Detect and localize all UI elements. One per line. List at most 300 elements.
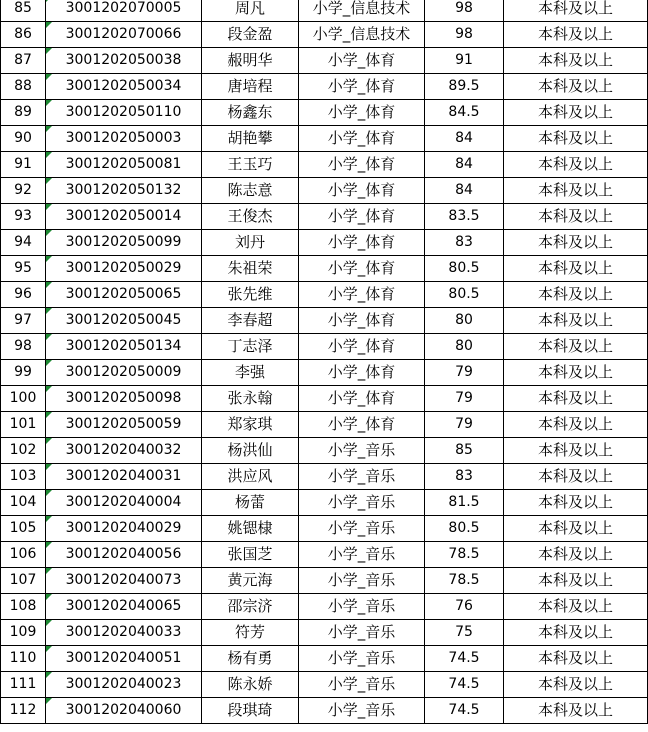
error-indicator-icon [46, 594, 52, 600]
score-cell[interactable] [425, 438, 504, 464]
subject-cell[interactable] [299, 542, 425, 568]
candidate-name-cell[interactable] [202, 48, 299, 74]
table-row [1, 698, 648, 724]
education-cell[interactable] [504, 672, 648, 698]
candidate-name-cell[interactable] [202, 568, 299, 594]
exam-id-cell[interactable] [46, 22, 202, 48]
subject-text: 小学_体育 [327, 337, 396, 355]
row-number-cell[interactable] [1, 22, 46, 48]
score-cell[interactable] [425, 230, 504, 256]
education-cell[interactable] [504, 516, 648, 542]
row-number-cell[interactable] [1, 178, 46, 204]
candidate-name-cell[interactable] [202, 438, 299, 464]
table-row [1, 516, 648, 542]
row-number-cell[interactable] [1, 100, 46, 126]
education-text: 本科及以上 [537, 337, 613, 355]
score-text: 83.5 [448, 208, 480, 224]
row-number-text: 109 [9, 624, 37, 640]
subject-cell[interactable] [299, 516, 425, 542]
education-text: 本科及以上 [537, 441, 613, 459]
exam-id-cell[interactable] [46, 308, 202, 334]
exam-id-cell[interactable] [46, 152, 202, 178]
exam-id-text: 3001202040065 [65, 598, 182, 614]
table-row [1, 386, 648, 412]
score-cell[interactable] [425, 698, 504, 724]
education-cell[interactable] [504, 100, 648, 126]
exam-id-text: 3001202070066 [65, 26, 182, 42]
candidate-name-text: 段琪琦 [227, 701, 273, 719]
row-number-text: 88 [14, 78, 32, 94]
exam-id-cell[interactable] [46, 438, 202, 464]
score-cell[interactable] [425, 256, 504, 282]
score-text: 91 [455, 52, 473, 68]
exam-id-cell[interactable] [46, 204, 202, 230]
subject-cell[interactable] [299, 308, 425, 334]
subject-cell[interactable] [299, 412, 425, 438]
education-cell[interactable] [504, 48, 648, 74]
candidate-name-text: 杨有勇 [227, 649, 273, 667]
subject-cell[interactable] [299, 438, 425, 464]
score-cell[interactable] [425, 646, 504, 672]
score-text: 84 [455, 182, 473, 198]
subject-cell[interactable] [299, 282, 425, 308]
score-text: 74.5 [448, 650, 480, 666]
candidate-name-text: 邵宗济 [227, 597, 273, 615]
score-text: 84.5 [448, 104, 480, 120]
candidate-name-text: 王玉巧 [227, 155, 273, 173]
education-cell[interactable] [504, 568, 648, 594]
score-cell[interactable] [425, 620, 504, 646]
subject-cell[interactable] [299, 386, 425, 412]
row-number-cell[interactable] [1, 256, 46, 282]
education-cell[interactable] [504, 438, 648, 464]
table-row [1, 204, 648, 230]
exam-id-text: 3001202050038 [65, 52, 182, 68]
exam-id-cell[interactable] [46, 464, 202, 490]
candidate-name-text: 姚锶棣 [227, 519, 273, 537]
score-cell[interactable] [425, 74, 504, 100]
exam-id-text: 3001202040032 [65, 442, 182, 458]
row-number-text: 112 [9, 702, 37, 718]
education-text: 本科及以上 [537, 51, 613, 69]
subject-cell[interactable] [299, 594, 425, 620]
error-indicator-icon [46, 22, 52, 28]
candidate-name-text: 杨鑫东 [227, 103, 273, 121]
subject-text: 小学_音乐 [327, 571, 396, 589]
education-cell[interactable] [504, 204, 648, 230]
score-cell[interactable] [425, 152, 504, 178]
row-number-cell[interactable] [1, 646, 46, 672]
candidate-name-text: 李强 [234, 363, 265, 381]
education-cell[interactable] [504, 126, 648, 152]
subject-cell[interactable] [299, 256, 425, 282]
subject-cell[interactable] [299, 0, 425, 22]
exam-id-text: 3001202050132 [65, 182, 182, 198]
candidate-name-cell[interactable] [202, 256, 299, 282]
score-cell[interactable] [425, 48, 504, 74]
score-text: 83 [455, 234, 473, 250]
error-indicator-icon [46, 386, 52, 392]
candidate-name-text: 陈志意 [227, 181, 273, 199]
exam-id-text: 3001202050134 [65, 338, 182, 354]
row-number-cell[interactable] [1, 672, 46, 698]
row-number-cell[interactable] [1, 594, 46, 620]
education-text: 本科及以上 [537, 675, 613, 693]
subject-cell[interactable] [299, 360, 425, 386]
score-cell[interactable] [425, 386, 504, 412]
education-cell[interactable] [504, 334, 648, 360]
exam-id-cell[interactable] [46, 48, 202, 74]
row-number-text: 87 [14, 52, 32, 68]
education-cell[interactable] [504, 22, 648, 48]
subject-cell[interactable] [299, 464, 425, 490]
table-row [1, 256, 648, 282]
education-cell[interactable] [504, 308, 648, 334]
subject-text: 小学_信息技术 [312, 0, 411, 17]
row-number-text: 108 [9, 598, 37, 614]
subject-text: 小学_体育 [327, 389, 396, 407]
score-text: 89.5 [448, 78, 480, 94]
score-text: 85 [455, 442, 473, 458]
candidate-name-cell[interactable] [202, 100, 299, 126]
education-text: 本科及以上 [537, 519, 613, 537]
table-row [1, 22, 648, 48]
score-cell[interactable] [425, 282, 504, 308]
exam-id-cell[interactable] [46, 490, 202, 516]
education-cell[interactable] [504, 0, 648, 22]
row-number-cell[interactable] [1, 542, 46, 568]
score-cell[interactable] [425, 0, 504, 22]
error-indicator-icon [46, 48, 52, 54]
candidate-name-cell[interactable] [202, 204, 299, 230]
error-indicator-icon [46, 672, 52, 678]
candidate-name-cell[interactable] [202, 126, 299, 152]
error-indicator-icon [46, 178, 52, 184]
exam-id-text: 3001202050099 [65, 234, 182, 250]
education-cell[interactable] [504, 594, 648, 620]
row-number-cell[interactable] [1, 698, 46, 724]
subject-cell[interactable] [299, 646, 425, 672]
exam-id-cell[interactable] [46, 516, 202, 542]
exam-id-cell[interactable] [46, 334, 202, 360]
exam-id-cell[interactable] [46, 594, 202, 620]
exam-id-cell[interactable] [46, 646, 202, 672]
education-cell[interactable] [504, 646, 648, 672]
candidate-name-cell[interactable] [202, 0, 299, 22]
row-number-text: 100 [9, 390, 37, 406]
score-text: 83 [455, 468, 473, 484]
score-cell[interactable] [425, 542, 504, 568]
score-cell[interactable] [425, 100, 504, 126]
subject-cell[interactable] [299, 100, 425, 126]
row-number-cell[interactable] [1, 490, 46, 516]
candidate-name-cell[interactable] [202, 386, 299, 412]
row-number-cell[interactable] [1, 568, 46, 594]
candidate-name-cell[interactable] [202, 620, 299, 646]
exam-id-cell[interactable] [46, 0, 202, 22]
candidate-name-cell[interactable] [202, 542, 299, 568]
table-row [1, 282, 648, 308]
exam-id-text: 3001202050098 [65, 390, 182, 406]
exam-id-cell[interactable] [46, 412, 202, 438]
score-cell[interactable] [425, 178, 504, 204]
score-cell[interactable] [425, 126, 504, 152]
score-cell[interactable] [425, 22, 504, 48]
error-indicator-icon [46, 204, 52, 210]
score-cell[interactable] [425, 516, 504, 542]
exam-id-text: 3001202040056 [65, 546, 182, 562]
candidate-name-cell[interactable] [202, 308, 299, 334]
candidate-name-cell[interactable] [202, 490, 299, 516]
score-text: 80 [455, 338, 473, 354]
score-text: 79 [455, 390, 473, 406]
score-cell[interactable] [425, 412, 504, 438]
subject-text: 小学_信息技术 [312, 25, 411, 43]
candidate-name-cell[interactable] [202, 178, 299, 204]
subject-text: 小学_音乐 [327, 597, 396, 615]
row-number-cell[interactable] [1, 516, 46, 542]
row-number-cell[interactable] [1, 230, 46, 256]
score-cell[interactable] [425, 464, 504, 490]
score-cell[interactable] [425, 204, 504, 230]
score-cell[interactable] [425, 568, 504, 594]
score-text: 79 [455, 416, 473, 432]
exam-id-cell[interactable] [46, 568, 202, 594]
candidate-name-text: 杨洪仙 [227, 441, 273, 459]
exam-id-cell[interactable] [46, 126, 202, 152]
education-text: 本科及以上 [537, 415, 613, 433]
education-cell[interactable] [504, 282, 648, 308]
score-cell[interactable] [425, 594, 504, 620]
exam-id-text: 3001202040051 [65, 650, 182, 666]
error-indicator-icon [46, 568, 52, 574]
score-text: 79 [455, 364, 473, 380]
row-number-cell[interactable] [1, 74, 46, 100]
subject-text: 小学_体育 [327, 285, 396, 303]
education-cell[interactable] [504, 360, 648, 386]
candidate-name-text: 黄元海 [227, 571, 273, 589]
education-text: 本科及以上 [537, 103, 613, 121]
exam-id-cell[interactable] [46, 230, 202, 256]
education-cell[interactable] [504, 256, 648, 282]
exam-id-text: 3001202040033 [65, 624, 182, 640]
candidate-name-cell[interactable] [202, 334, 299, 360]
score-cell[interactable] [425, 334, 504, 360]
table-row [1, 74, 648, 100]
subject-text: 小学_音乐 [327, 545, 396, 563]
subject-cell[interactable] [299, 620, 425, 646]
subject-cell[interactable] [299, 568, 425, 594]
exam-id-cell[interactable] [46, 256, 202, 282]
score-text: 80.5 [448, 260, 480, 276]
exam-id-cell[interactable] [46, 542, 202, 568]
education-cell[interactable] [504, 74, 648, 100]
candidate-name-text: 张国芝 [227, 545, 273, 563]
candidate-name-text: 张永翰 [227, 389, 273, 407]
subject-cell[interactable] [299, 672, 425, 698]
candidate-name-cell[interactable] [202, 672, 299, 698]
exam-id-cell[interactable] [46, 698, 202, 724]
table-row [1, 126, 648, 152]
exam-id-cell[interactable] [46, 386, 202, 412]
score-cell[interactable] [425, 308, 504, 334]
row-number-cell[interactable] [1, 48, 46, 74]
education-cell[interactable] [504, 620, 648, 646]
education-cell[interactable] [504, 464, 648, 490]
candidate-name-cell[interactable] [202, 594, 299, 620]
subject-cell[interactable] [299, 490, 425, 516]
candidate-name-cell[interactable] [202, 230, 299, 256]
exam-id-text: 3001202050014 [65, 208, 182, 224]
error-indicator-icon [46, 542, 52, 548]
candidate-name-cell[interactable] [202, 516, 299, 542]
exam-id-text: 3001202070005 [65, 0, 182, 16]
subject-cell[interactable] [299, 178, 425, 204]
education-text: 本科及以上 [537, 129, 613, 147]
exam-id-cell[interactable] [46, 620, 202, 646]
subject-cell[interactable] [299, 152, 425, 178]
subject-cell[interactable] [299, 698, 425, 724]
row-number-text: 105 [9, 520, 37, 536]
row-number-text: 91 [14, 156, 32, 172]
score-cell[interactable] [425, 490, 504, 516]
score-cell[interactable] [425, 360, 504, 386]
candidate-name-text: 洪应风 [227, 467, 273, 485]
candidate-name-cell[interactable] [202, 74, 299, 100]
education-text: 本科及以上 [537, 571, 613, 589]
candidate-name-cell[interactable] [202, 22, 299, 48]
subject-text: 小学_体育 [327, 311, 396, 329]
candidate-name-cell[interactable] [202, 360, 299, 386]
candidate-name-cell[interactable] [202, 646, 299, 672]
row-number-cell[interactable] [1, 620, 46, 646]
score-cell[interactable] [425, 672, 504, 698]
candidate-name-cell[interactable] [202, 464, 299, 490]
error-indicator-icon [46, 412, 52, 418]
subject-cell[interactable] [299, 22, 425, 48]
row-number-cell[interactable] [1, 360, 46, 386]
row-number-cell[interactable] [1, 308, 46, 334]
exam-id-text: 3001202050081 [65, 156, 182, 172]
subject-cell[interactable] [299, 74, 425, 100]
exam-id-cell[interactable] [46, 672, 202, 698]
table-row [1, 620, 648, 646]
education-text: 本科及以上 [537, 233, 613, 251]
candidate-name-cell[interactable] [202, 282, 299, 308]
row-number-text: 94 [14, 234, 32, 250]
exam-id-cell[interactable] [46, 360, 202, 386]
row-number-cell[interactable] [1, 204, 46, 230]
education-text: 本科及以上 [537, 311, 613, 329]
exam-id-text: 3001202050009 [65, 364, 182, 380]
row-number-cell[interactable] [1, 126, 46, 152]
row-number-cell[interactable] [1, 334, 46, 360]
table-row [1, 594, 648, 620]
candidate-name-text: 朱祖荣 [227, 259, 273, 277]
subject-text: 小学_体育 [327, 181, 396, 199]
exam-id-cell[interactable] [46, 282, 202, 308]
education-cell[interactable] [504, 152, 648, 178]
table-row [1, 100, 648, 126]
education-text: 本科及以上 [537, 25, 613, 43]
row-number-cell[interactable] [1, 386, 46, 412]
education-cell[interactable] [504, 230, 648, 256]
exam-id-cell[interactable] [46, 100, 202, 126]
error-indicator-icon [46, 230, 52, 236]
candidate-name-text: 符芳 [234, 623, 265, 641]
candidate-name-cell[interactable] [202, 412, 299, 438]
error-indicator-icon [46, 282, 52, 288]
subject-cell[interactable] [299, 334, 425, 360]
exam-id-text: 3001202040031 [65, 468, 182, 484]
error-indicator-icon [46, 74, 52, 80]
education-cell[interactable] [504, 490, 648, 516]
subject-text: 小学_体育 [327, 155, 396, 173]
row-number-cell[interactable] [1, 412, 46, 438]
error-indicator-icon [46, 126, 52, 132]
exam-id-text: 3001202050034 [65, 78, 182, 94]
candidate-name-cell[interactable] [202, 698, 299, 724]
education-cell[interactable] [504, 178, 648, 204]
row-number-text: 93 [14, 208, 32, 224]
subject-cell[interactable] [299, 48, 425, 74]
row-number-text: 96 [14, 286, 32, 302]
error-indicator-icon [46, 698, 52, 704]
exam-id-cell[interactable] [46, 74, 202, 100]
row-number-text: 98 [14, 338, 32, 354]
education-text: 本科及以上 [537, 77, 613, 95]
row-number-cell[interactable] [1, 438, 46, 464]
candidate-name-text: 周凡 [234, 0, 265, 17]
education-text: 本科及以上 [537, 649, 613, 667]
row-number-text: 103 [9, 468, 37, 484]
subject-text: 小学_体育 [327, 77, 396, 95]
subject-cell[interactable] [299, 204, 425, 230]
table-row [1, 490, 648, 516]
education-cell[interactable] [504, 542, 648, 568]
subject-cell[interactable] [299, 126, 425, 152]
score-text: 78.5 [448, 572, 480, 588]
row-number-text: 95 [14, 260, 32, 276]
subject-text: 小学_体育 [327, 259, 396, 277]
education-cell[interactable] [504, 698, 648, 724]
exam-id-cell[interactable] [46, 178, 202, 204]
candidate-name-text: 丁志泽 [227, 337, 273, 355]
row-number-cell[interactable] [1, 282, 46, 308]
error-indicator-icon [46, 334, 52, 340]
table-row [1, 230, 648, 256]
candidate-name-cell[interactable] [202, 152, 299, 178]
table-row [1, 568, 648, 594]
row-number-cell[interactable] [1, 0, 46, 22]
table-row [1, 0, 648, 22]
subject-cell[interactable] [299, 230, 425, 256]
subject-text: 小学_音乐 [327, 701, 396, 719]
row-number-text: 89 [14, 104, 32, 120]
row-number-cell[interactable] [1, 152, 46, 178]
exam-id-text: 3001202040023 [65, 676, 182, 692]
error-indicator-icon [46, 516, 52, 522]
table-row [1, 542, 648, 568]
row-number-cell[interactable] [1, 464, 46, 490]
education-cell[interactable] [504, 386, 648, 412]
table-row [1, 178, 648, 204]
score-text: 76 [455, 598, 473, 614]
score-text: 80 [455, 312, 473, 328]
education-cell[interactable] [504, 412, 648, 438]
subject-text: 小学_体育 [327, 233, 396, 251]
score-text: 75 [455, 624, 473, 640]
